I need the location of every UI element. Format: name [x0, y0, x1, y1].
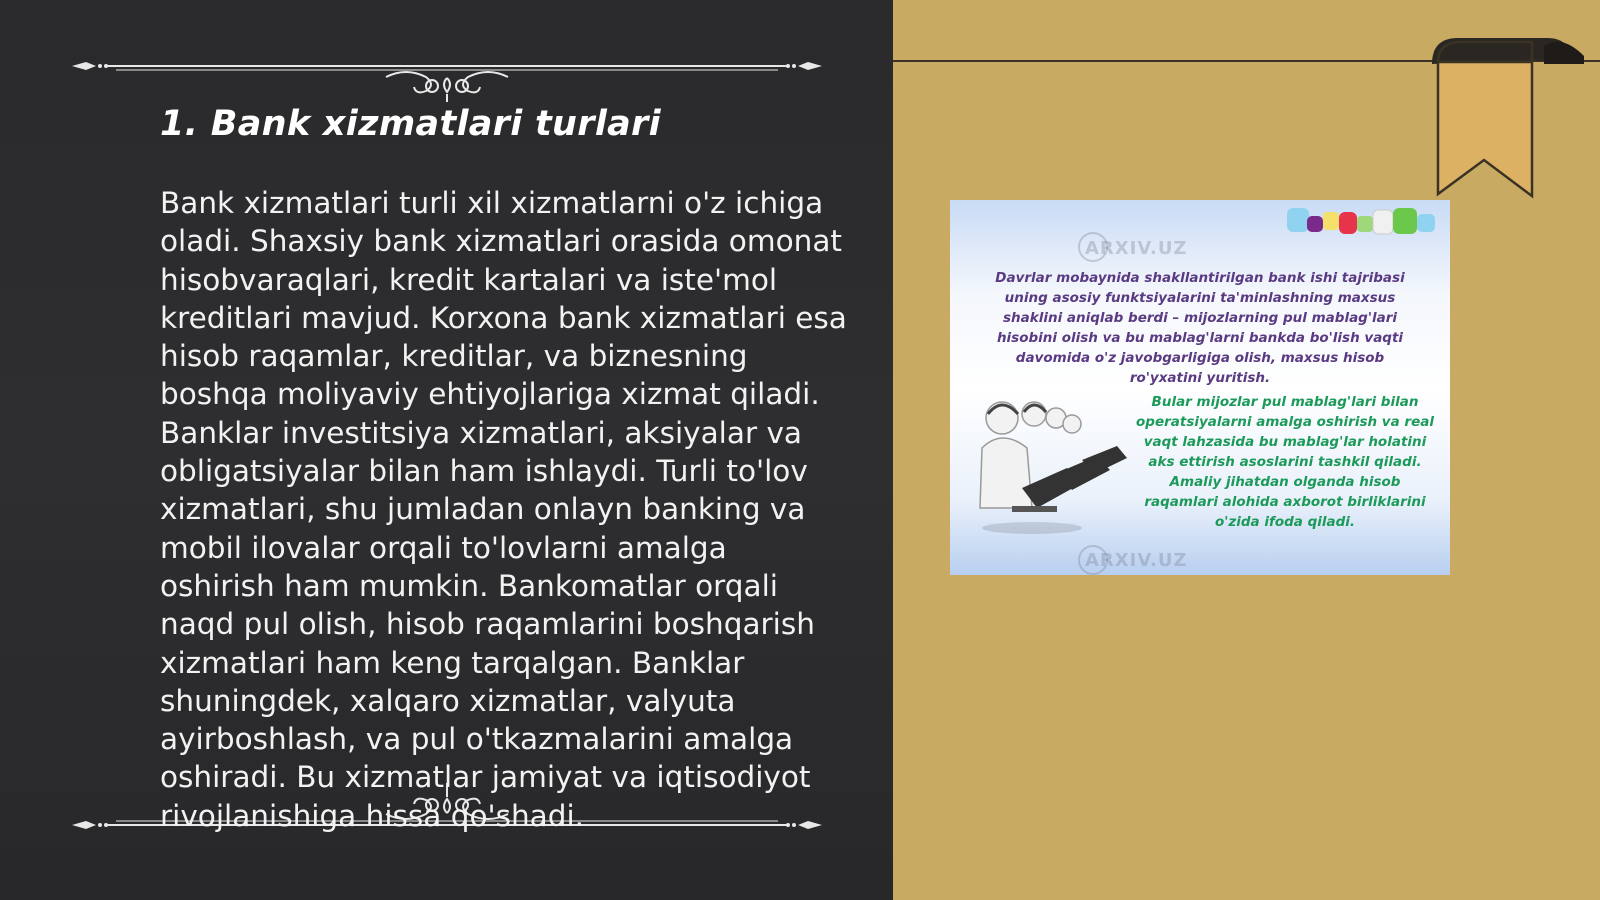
- bookmark-ribbon-icon: [1432, 34, 1600, 200]
- ornament-top-icon: [66, 42, 828, 102]
- business-logo-icon: [1285, 204, 1445, 238]
- picture-text-top: Davrlar mobaynida shakllantirilgan bank ishi tajribasi uning asosiy funktsiyalarini ta'minlashning maxsus shaklini aniqlab berdi – mijozlarning pul mablag'lari hisobini olish va bu mablag'larni bankda bo'lish vaqti davomida o'z javobgarligiga olish, maxsus hisob ro'yxatini yuritish.: [995, 270, 1405, 386]
- illustration-picture: [950, 200, 1450, 575]
- call-center-people-icon: [972, 388, 1132, 538]
- watermark-text: ARXIV.UZ: [1085, 238, 1188, 259]
- slide-body-text: Bank xizmatlari turli xil xizmatlarni o'z ichiga oladi. Shaxsiy bank xizmatlari orasida omonat hisobvaraqlari, kredit kartalari va iste'mol kreditlari mavjud. Korxona bank xizmatlari esa hisob raqamlar, kreditlar, va biznesning boshqa moliyaviy ehtiyojlariga xizmat qiladi. Banklar investitsiya xizmatlari, aksiyalar va obligatsiyalar bilan ham ishlaydi. Turli to'lov xizmatlari, shu jumladan onlayn banking va mobil ilovalar orqali to'lovlarni amalga oshirish ham mumkin. Bankomatlar orqali naqd pul olish, hisob raqamlarini boshqarish xizmatlari ham keng tarqalgan. Banklar shuningdek, xalqaro xizmatlar, valyuta ayirboshlash, va pul o'tkazmalarini amalga oshiradi. Bu xizmatlar jamiyat va iqtisodiyot rivojlanishiga hissa qo'shadi.: [160, 186, 847, 833]
- slide-title: 1. Bank xizmatlari turlari: [160, 104, 661, 144]
- watermark-text-bottom: ARXIV.UZ: [1085, 550, 1188, 571]
- picture-text-bottom: Bular mijozlar pul mablag'lari bilan operatsiyalarni amalga oshirish va real vaqt lahzasida bu mablag'lar holatini aks ettirish asoslarini tashkil qiladi. Amaliy jihatdan olganda hisob raqamlari alohida axborot birliklarini o'zida ifoda qiladi.: [1136, 394, 1434, 530]
